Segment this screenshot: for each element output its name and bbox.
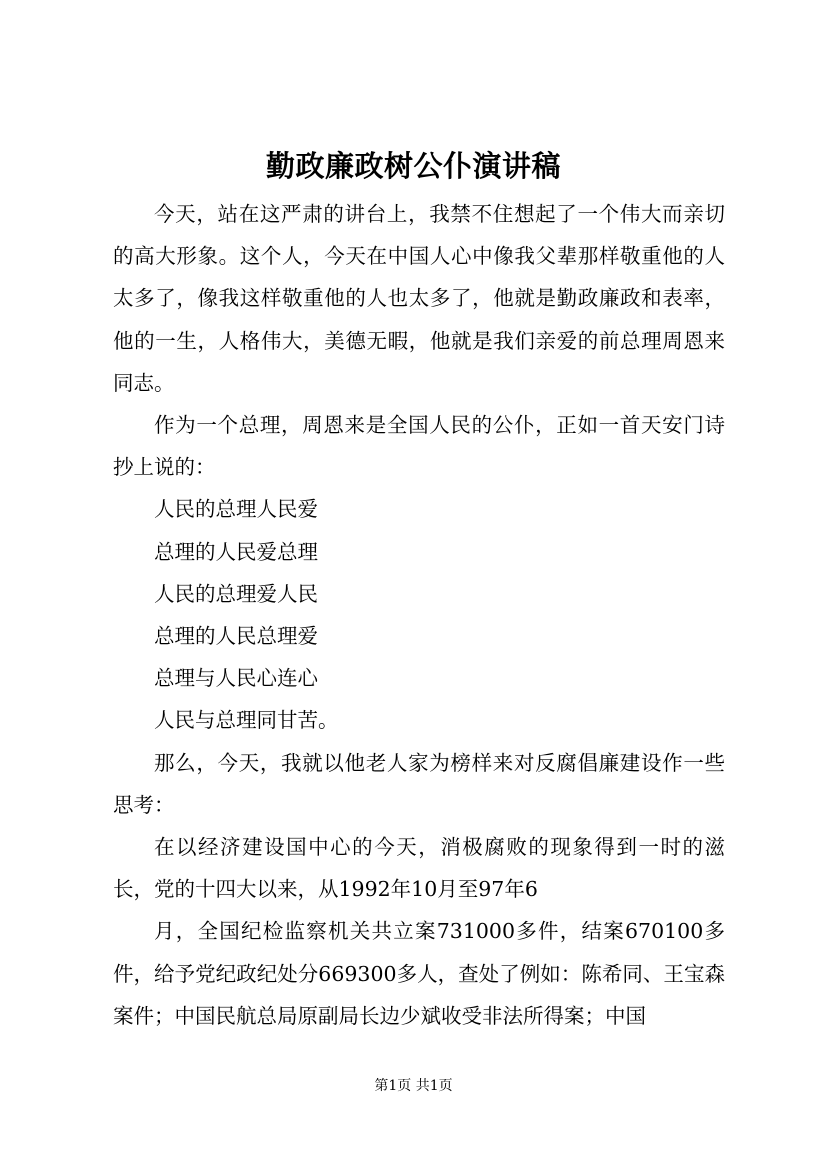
poem-line-5: 总理与人民心连心 — [154, 666, 318, 691]
poem-line-4: 总理的人民总理爱 — [154, 624, 318, 649]
poem-line-6: 人民与总理同甘苦。 — [154, 708, 339, 733]
document-title: 勤政廉政树公仆演讲稿 — [265, 149, 561, 183]
document-body — [113, 193, 725, 1037]
paragraph-cases: 月，全国纪检监察机关共立案731000多件，结案670100多件，给予党纪政纪处分669300多人，查处了例如：陈希同、王宝森案件；中国民航总局原副局长边少斌收受非法所得案；中国 — [113, 919, 725, 1028]
page-footer: 第1页 共1页 — [374, 1078, 453, 1094]
paragraph-intro: 今天，站在这严肃的讲台上，我禁不住想起了一个伟大而亲切的高大形象。这个人，今天在中国人心中像我父辈那样敬重他的人太多了，像我这样敬重他的人也太多了，他就是勤政廉政和表率，他的一生，人格伟大，美德无暇，他就是我们亲爱的前总理周恩来同志。 — [113, 202, 725, 395]
poem-line-3: 人民的总理爱人民 — [154, 581, 318, 606]
poem-line-2: 总理的人民爱总理 — [154, 539, 318, 564]
paragraph-premier: 作为一个总理，周恩来是全国人民的公仆，正如一首天安门诗抄上说的： — [113, 413, 725, 480]
paragraph-reflection: 那么，今天，我就以他老人家为榜样来对反腐倡廉建设作一些思考： — [113, 750, 725, 817]
poem-line-1: 人民的总理人民爱 — [154, 497, 318, 522]
paragraph-economy: 在以经济建设国中心的今天，消极腐败的现象得到一时的滋长，党的十四大以来，从1992年10月至97年6 — [113, 835, 725, 902]
